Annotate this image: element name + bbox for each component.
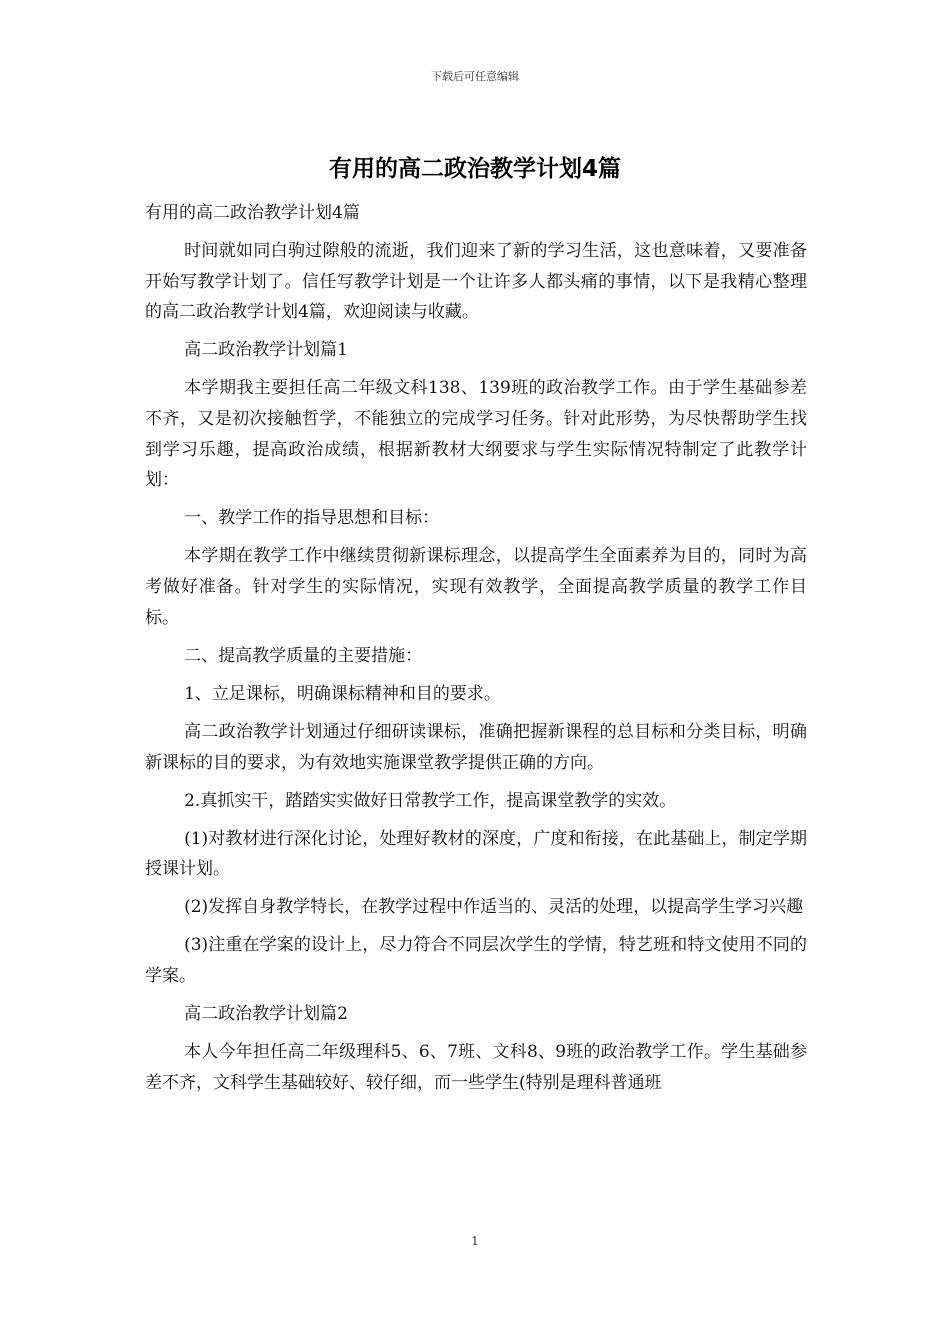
section-heading-measures: 二、提高教学质量的主要措施： — [184, 645, 423, 666]
subtitle-paragraph: 有用的高二政治教学计划4篇 — [145, 203, 360, 223]
document-title: 有用的高二政治教学计划4篇 — [328, 156, 621, 182]
sub-item-2: (2)发挥自身教学特长，在教学过程中作适当的、灵活的处理，以提高学生学习兴趣 — [184, 897, 804, 918]
section-heading-plan-2: 高二政治教学计划篇2 — [184, 1004, 348, 1025]
intro-paragraph: 时间就如同白驹过隙般的流逝，我们迎来了新的学习生活，这也意味着，又要准备开始写教学计划了。信任写教学计划是一个让许多人都头痛的事情，以下是我精心整理的高二政治教学计划4篇，欢迎阅读与收藏。 — [145, 241, 807, 323]
list-item-1: 1、立足课标，明确课标精神和目的要求。 — [184, 683, 501, 704]
sub-item-1: (1)对教材进行深化讨论，处理好教材的深度，广度和衔接，在此基础上，制定学期授课计划。 — [145, 828, 807, 880]
body-paragraph: 本学期在教学工作中继续贯彻新课标理念，以提高学生全面素养为目的，同时为高考做好准备。针对学生的实际情况，实现有效教学，全面提高教学质量的教学工作目标。 — [145, 546, 807, 628]
body-paragraph: 本学期我主要担任高二年级文科138、139班的政治教学工作。由于学生基础参差不齐，又是初次接触哲学，不能独立的完成学习任务。针对此形势，为尽快帮助学生找到学习乐趣，提高政治成绩，根据新教材大纲要求与学生实际情况特制定了此教学计划： — [145, 378, 807, 491]
page-number: 1 — [471, 1234, 479, 1248]
section-heading-plan-1: 高二政治教学计划篇1 — [184, 340, 348, 361]
document-body — [145, 198, 807, 1106]
sub-item-3: (3)注重在学案的设计上，尽力符合不同层次学生的学情，特艺班和特文使用不同的学案。 — [145, 935, 807, 987]
body-paragraph: 本人今年担任高二年级理科5、6、7班、文科8、9班的政治教学工作。学生基础参差不齐，文科学生基础较好、较仔细，而一些学生(特别是理科普通班 — [145, 1042, 807, 1093]
header-note: 下载后可任意编辑 — [431, 70, 519, 83]
section-heading-guiding-ideas: 一、教学工作的指导思想和目标： — [184, 508, 440, 529]
list-item-2: 2.真抓实干，踏踏实实做好日常教学工作，提高课堂教学的实效。 — [184, 790, 677, 811]
body-paragraph: 高二政治教学计划通过仔细研读课标，准确把握新课程的总目标和分类目标，明确新课标的目的要求，为有效地实施课堂教学提供正确的方向。 — [145, 721, 807, 773]
